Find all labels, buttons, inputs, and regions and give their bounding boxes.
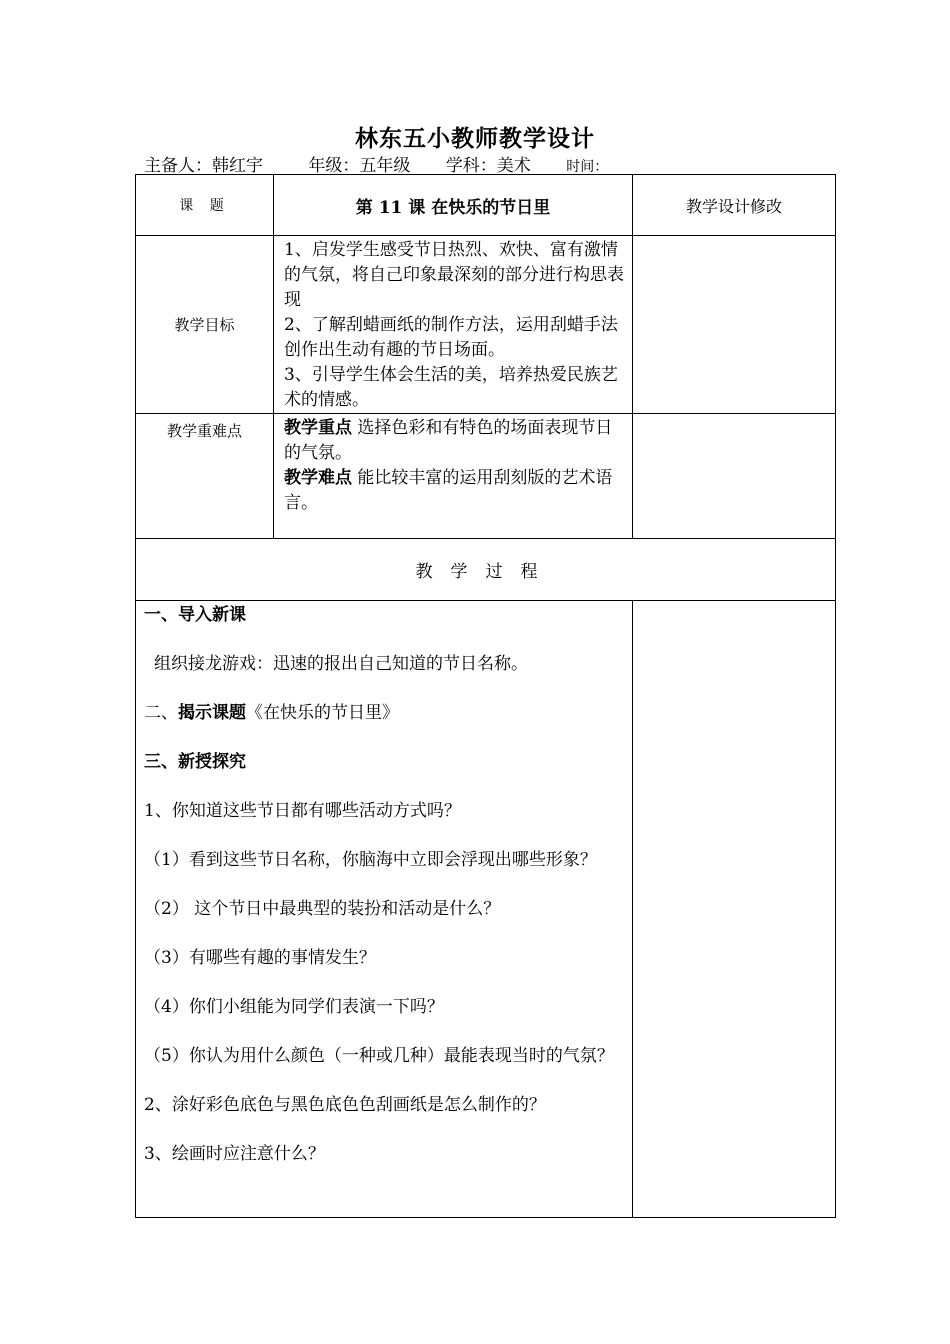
goal-item: 3、引导学生体会生活的美，培养热爱民族艺术的情感。 bbox=[284, 365, 618, 410]
preparer-field: 主备人：韩红宇 bbox=[144, 156, 263, 176]
key-points-content bbox=[274, 414, 633, 539]
lesson-plan-table bbox=[135, 174, 836, 1218]
question-item: （3）有哪些有趣的事情发生？ bbox=[144, 948, 376, 968]
page-title: 林东五小教师教学设计 bbox=[355, 125, 595, 152]
goal-item: 2、了解刮蜡画纸的制作方法，运用刮蜡手法创作出生动有趣的节日场面。 bbox=[284, 315, 618, 360]
process-content bbox=[136, 601, 633, 1218]
key-point-text: 选择色彩和有特色的场面表现节日的气氛。 bbox=[284, 418, 613, 463]
topic-label: 课 题 bbox=[136, 175, 274, 236]
question-item: 1、你知道这些节日都有哪些活动方式吗？ bbox=[144, 801, 461, 821]
key-point-title: 教学重点 bbox=[284, 418, 352, 438]
topic-value: 第 11 课 在快乐的节日里 bbox=[274, 175, 633, 236]
goals-label: 教学目标 bbox=[136, 236, 274, 414]
question-item: （1）看到这些节日名称，你脑海中立即会浮现出哪些形象？ bbox=[144, 850, 597, 870]
key-points-row bbox=[136, 414, 836, 539]
goals-revision-cell bbox=[633, 236, 836, 414]
process-text: 组织接龙游戏：迅速的报出自己知道的节日名称。 bbox=[154, 654, 528, 674]
difficult-point-text: 能比较丰富的运用刮刻版的艺术语言。 bbox=[284, 468, 613, 513]
goals-content bbox=[274, 236, 633, 414]
topic-row bbox=[136, 175, 836, 236]
question-item: （2） 这个节日中最典型的装扮和活动是什么？ bbox=[144, 899, 501, 919]
key-points-revision-cell bbox=[633, 414, 836, 539]
process-heading: 教学过程 bbox=[136, 539, 836, 601]
process-row bbox=[136, 601, 836, 1218]
section-title: 三、新授探究 bbox=[144, 752, 246, 772]
section-title: 二、揭示课题《在快乐的节日里》 bbox=[144, 703, 399, 723]
subject-field: 学科：美术 bbox=[445, 156, 531, 176]
process-heading-row bbox=[136, 539, 836, 601]
difficult-point-title: 教学难点 bbox=[284, 468, 352, 488]
time-field: 时间： bbox=[566, 159, 609, 175]
key-points-label: 教学重难点 bbox=[136, 414, 274, 539]
revision-label: 教学设计修改 bbox=[633, 175, 836, 236]
section-title: 一、导入新课 bbox=[144, 605, 246, 625]
question-item: （5）你认为用什么颜色（一种或几种）最能表现当时的气氛？ bbox=[144, 1046, 614, 1066]
grade-field: 年级：五年级 bbox=[308, 156, 411, 176]
meta-line bbox=[144, 151, 608, 176]
process-revision-cell bbox=[633, 601, 836, 1218]
goals-row bbox=[136, 236, 836, 414]
question-item: 3、绘画时应注意什么？ bbox=[144, 1144, 325, 1164]
question-item: （4）你们小组能为同学们表演一下吗？ bbox=[144, 997, 444, 1017]
goal-item: 1、启发学生感受节日热烈、欢快、富有激情的气氛，将自己印象最深刻的部分进行构思表现 bbox=[284, 240, 624, 310]
question-item: 2、涂好彩色底色与黑色底色色刮画纸是怎么制作的？ bbox=[144, 1095, 546, 1115]
